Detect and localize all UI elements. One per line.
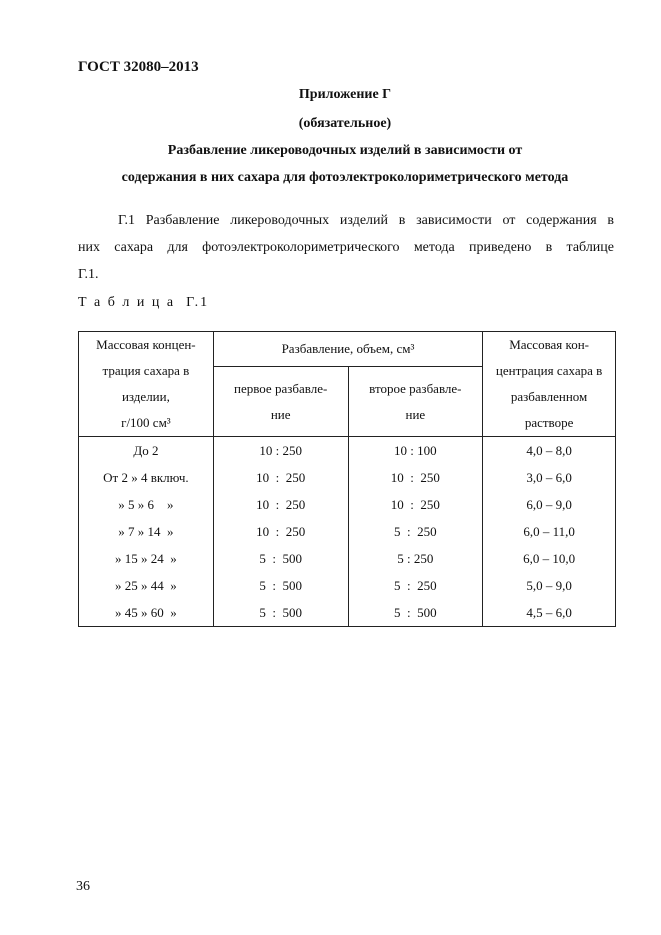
page-number: 36 <box>76 879 90 894</box>
paragraph-line-3: Г.1. <box>78 267 99 282</box>
table-row <box>79 464 616 491</box>
table-row <box>79 437 616 465</box>
header-col2-line1: первое разбавле- <box>234 380 328 396</box>
cell-sugar: » 15 » 24 » <box>79 545 214 572</box>
cell-sugar: » 45 » 60 » <box>79 599 214 627</box>
header-col4-line1: Массовая кон- <box>509 337 589 352</box>
appendix-status: (обязательное) <box>298 116 392 131</box>
appendix-title: Приложение Г <box>298 87 392 102</box>
cell-sugar: » 7 » 14 » <box>79 518 214 545</box>
cell-result: 4,0 – 8,0 <box>483 437 616 465</box>
cell-sugar: » 5 » 6 » <box>79 491 214 518</box>
table-row <box>79 572 616 599</box>
cell-first-dilution: 10 : 250 <box>213 437 348 465</box>
paragraph-line-1: Г.1 Разбавление ликероводочных изделий в зависимости от содержания в <box>118 213 614 228</box>
header-first-dilution <box>213 367 348 437</box>
header-col1-line4: г/100 см³ <box>121 415 171 430</box>
cell-sugar: До 2 <box>79 437 214 465</box>
table-caption: Т а б л и ц а Г.1 <box>78 295 210 310</box>
cell-second-dilution: 5 : 250 <box>348 572 483 599</box>
cell-second-dilution: 10 : 250 <box>348 464 483 491</box>
cell-first-dilution: 5 : 500 <box>213 545 348 572</box>
header-col1-line3: изделии, <box>121 389 170 404</box>
header-dilution-group: Разбавление, объем, см³ <box>213 332 482 367</box>
cell-result: 3,0 – 6,0 <box>483 464 616 491</box>
cell-second-dilution: 5 : 500 <box>348 599 483 627</box>
cell-second-dilution: 5 : 250 <box>348 545 483 572</box>
dilution-table <box>78 331 616 627</box>
table-row <box>79 545 616 572</box>
cell-result: 6,0 – 10,0 <box>483 545 616 572</box>
header-col4-line2: центрация сахара в <box>495 363 603 378</box>
body-paragraph <box>78 207 614 288</box>
cell-second-dilution: 5 : 250 <box>348 518 483 545</box>
cell-first-dilution: 5 : 500 <box>213 572 348 599</box>
cell-first-dilution: 10 : 250 <box>213 518 348 545</box>
header-col2-line2: ние <box>270 406 291 422</box>
cell-result: 6,0 – 9,0 <box>483 491 616 518</box>
header-second-dilution <box>348 367 483 437</box>
table-row <box>79 518 616 545</box>
header-col1-line1: Массовая концен- <box>96 337 196 352</box>
header-col4-line4: растворе <box>524 415 574 430</box>
appendix-heading-line2: содержания в них сахара для фотоэлектроколориметрического метода <box>121 170 569 185</box>
header-col3-line1: второе разбавле- <box>369 380 462 396</box>
cell-result: 5,0 – 9,0 <box>483 572 616 599</box>
cell-second-dilution: 10 : 250 <box>348 491 483 518</box>
cell-sugar: » 25 » 44 » <box>79 572 214 599</box>
document-code: ГОСТ 32080–2013 <box>78 59 199 75</box>
header-col1-line2: трация сахара в <box>102 363 190 378</box>
cell-first-dilution: 10 : 250 <box>213 464 348 491</box>
appendix-heading-line1: Разбавление ликероводочных изделий в зависимости от <box>167 143 523 158</box>
cell-second-dilution: 10 : 100 <box>348 437 483 465</box>
header-sugar-concentration <box>79 332 214 437</box>
cell-first-dilution: 10 : 250 <box>213 491 348 518</box>
cell-result: 6,0 – 11,0 <box>483 518 616 545</box>
paragraph-line-2: них сахара для фотоэлектроколориметрического метода приведено в таблице <box>78 240 614 255</box>
header-col3-line2: ние <box>405 406 426 422</box>
cell-sugar: От 2 » 4 включ. <box>79 464 214 491</box>
cell-first-dilution: 5 : 500 <box>213 599 348 627</box>
table-row <box>79 491 616 518</box>
cell-result: 4,5 – 6,0 <box>483 599 616 627</box>
header-diluted-concentration <box>483 332 616 437</box>
table-row <box>79 599 616 627</box>
header-col4-line3: разбавленном <box>510 389 588 404</box>
